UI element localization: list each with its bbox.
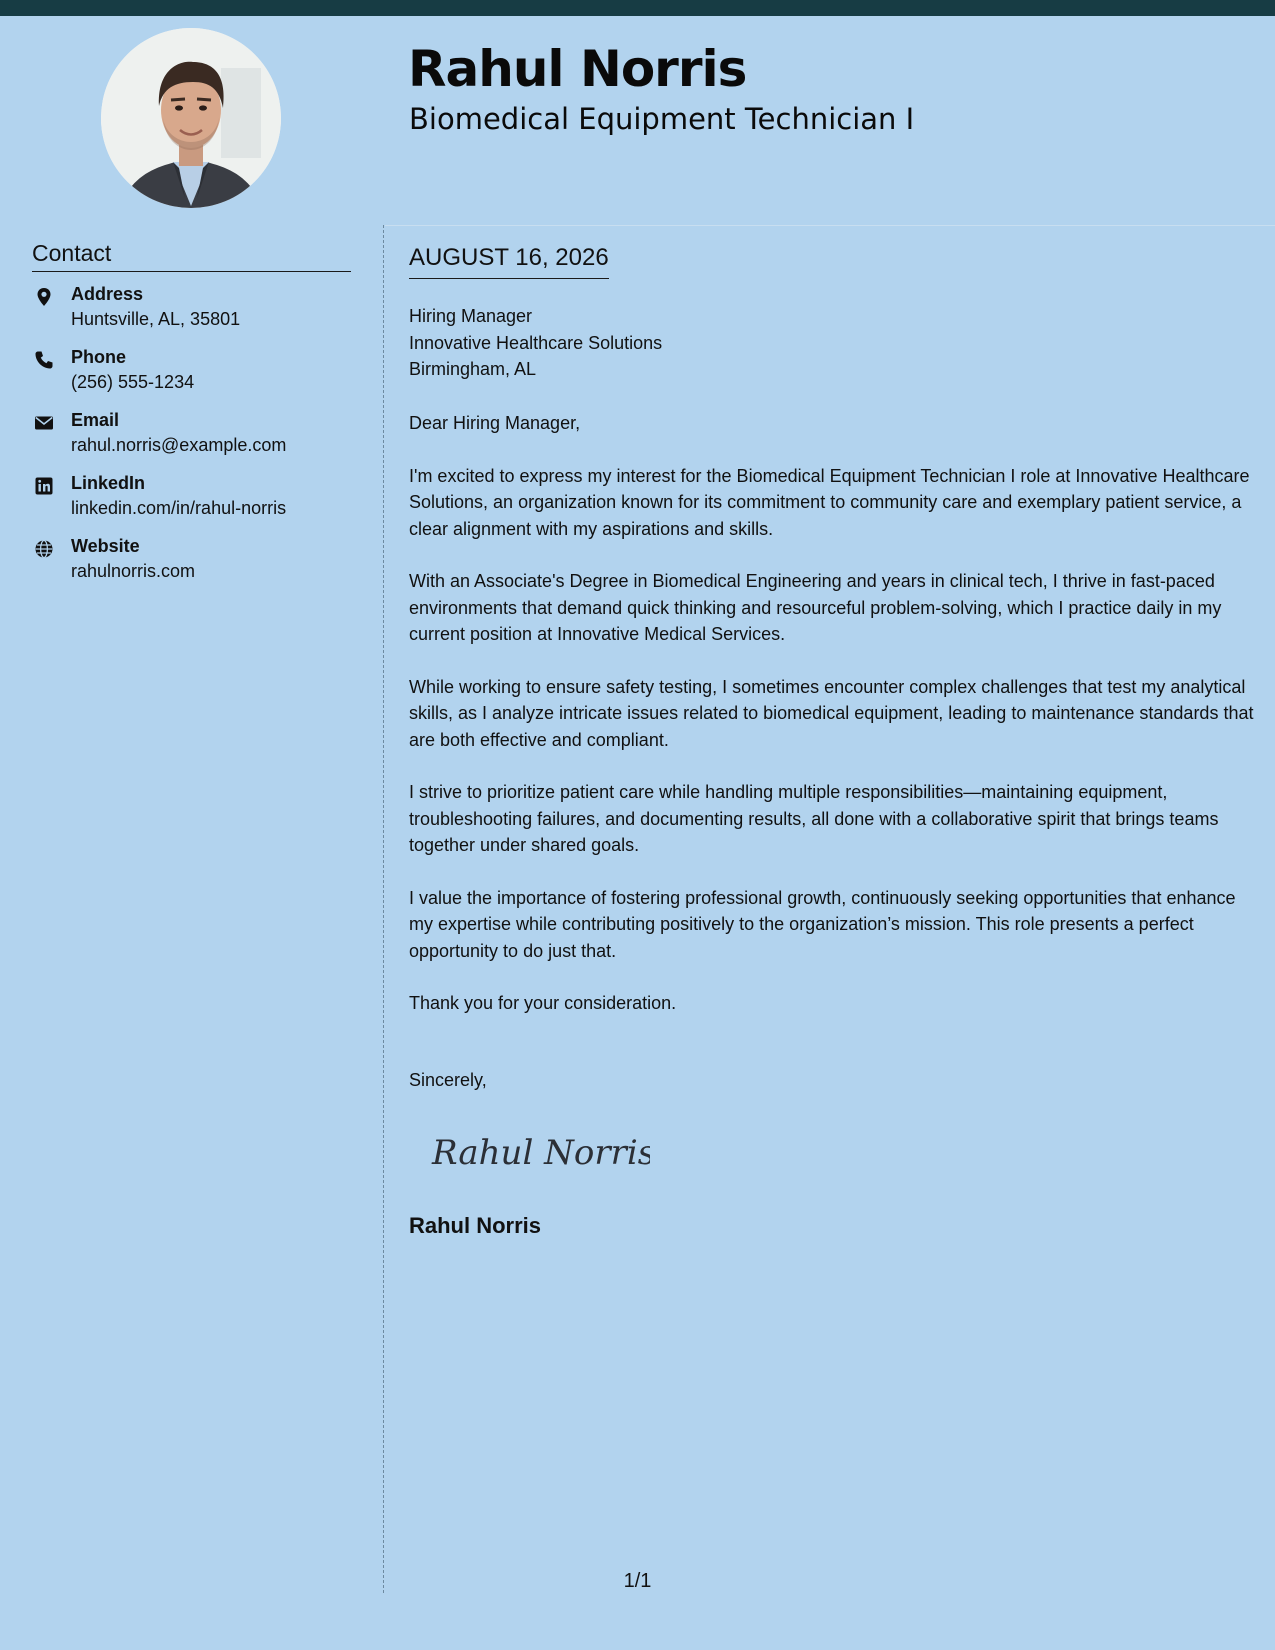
recipient-line: Birmingham, AL bbox=[409, 359, 537, 379]
header-divider bbox=[385, 225, 1275, 226]
recipient-block bbox=[409, 303, 662, 383]
salutation: Dear Hiring Manager, bbox=[409, 413, 581, 433]
contact-value: (256) 555-1234 bbox=[71, 372, 195, 392]
body-paragraph: While working to ensure safety testing, I sometimes encounter complex challenges that test my analytical skills, as I analyze intricate issues related to biomedical equipment, leading to maintenance standards that are both effective and compliant. bbox=[409, 676, 1254, 750]
handwritten-signature bbox=[430, 1122, 650, 1187]
sign-off: Sincerely, bbox=[409, 1070, 487, 1090]
body-paragraph: I'm excited to express my interest for the Biomedical Equipment Technician I role at Innovative Healthcare Solutions, an organization known for its commitment to community care and exemplary patient service, a clear alignment with my aspirations and skills. bbox=[409, 465, 1250, 539]
contact-value: Huntsville, AL, 35801 bbox=[71, 309, 241, 329]
body-paragraph: I strive to prioritize patient care while handling multiple responsibilities—maintaining equipment, troubleshooting failures, and documenting results, all done with a collaborative spirit that brings teams together under shared goals. bbox=[409, 782, 1219, 855]
globe-icon bbox=[34, 539, 54, 559]
signed-name: Rahul Norris bbox=[409, 1213, 542, 1238]
job-title: Biomedical Equipment Technician I bbox=[409, 102, 915, 136]
letter-body bbox=[409, 410, 1254, 1043]
location-pin-icon bbox=[34, 287, 54, 307]
top-accent-bar bbox=[0, 0, 1275, 16]
page-number: 1/1 bbox=[623, 1570, 652, 1592]
contact-address bbox=[32, 284, 362, 347]
phone-icon bbox=[34, 350, 54, 370]
contact-value[interactable]: linkedin.com/in/rahul-norris bbox=[71, 498, 287, 518]
contact-label: LinkedIn bbox=[71, 473, 146, 493]
column-divider bbox=[383, 225, 384, 1593]
contact-email bbox=[32, 410, 362, 473]
contact-label: Email bbox=[71, 410, 120, 430]
body-paragraph: With an Associate's Degree in Biomedical Engineering and years in clinical tech, I thrive in fast-paced environments that demand quick thinking and resourceful problem-solving, which I practice daily in my current position at Innovative Medical Services. bbox=[409, 571, 1222, 644]
contact-linkedin bbox=[32, 473, 362, 536]
contact-list bbox=[32, 284, 362, 599]
contact-label: Address bbox=[71, 284, 144, 304]
contact-label: Phone bbox=[71, 347, 127, 367]
profile-photo bbox=[101, 28, 281, 208]
contact-value[interactable]: rahul.norris@example.com bbox=[71, 435, 287, 455]
closing-line: Thank you for your consideration. bbox=[409, 993, 677, 1013]
letter-date: AUGUST 16, 2026 bbox=[409, 244, 609, 279]
contact-heading: Contact bbox=[32, 240, 351, 272]
contact-value[interactable]: rahulnorris.com bbox=[71, 561, 196, 581]
body-paragraph: I value the importance of fostering professional growth, continuously seeking opportunities that enhance my expertise while contributing positively to the organization’s mission. This role presents a perfect opportunity to do just that. bbox=[409, 887, 1236, 961]
envelope-icon bbox=[34, 413, 54, 433]
contact-phone bbox=[32, 347, 362, 410]
linkedin-icon bbox=[34, 476, 54, 496]
recipient-line: Hiring Manager bbox=[409, 306, 533, 326]
recipient-line: Innovative Healthcare Solutions bbox=[409, 332, 663, 353]
contact-label: Website bbox=[71, 536, 140, 556]
contact-website bbox=[32, 536, 362, 599]
signature-text: Rahul Norris bbox=[432, 1133, 650, 1173]
candidate-name: Rahul Norris bbox=[408, 40, 747, 98]
